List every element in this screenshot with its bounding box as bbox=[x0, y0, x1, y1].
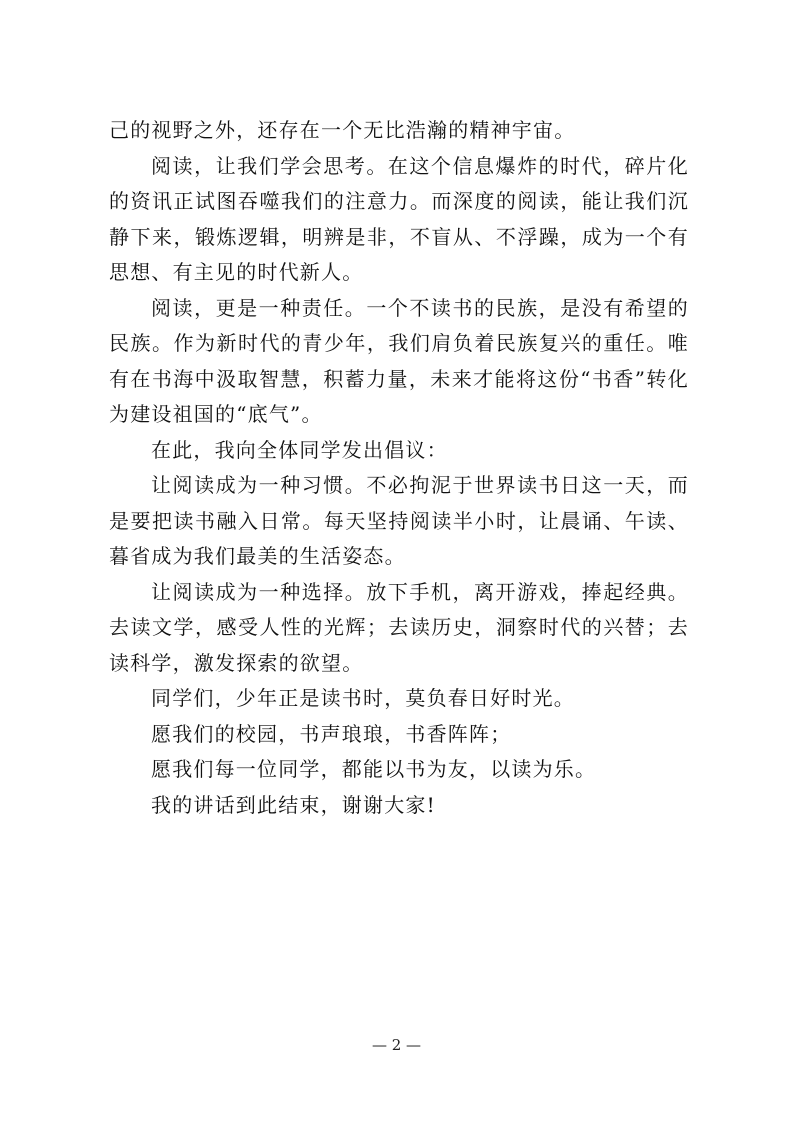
page-number: — 2 — bbox=[371, 1036, 422, 1054]
paragraph-habit: 让阅读成为一种习惯。不必拘泥于世界读书日这一天，而是要把读书融入日常。每天坚持阅读半小时，让晨诵、午读、暮省成为我们最美的生活姿态。 bbox=[109, 473, 689, 568]
paragraph-youth: 同学们，少年正是读书时，莫负春日好时光。 bbox=[151, 686, 575, 710]
paragraph-choice: 让阅读成为一种选择。放下手机，离开游戏，捧起经典。去读文学，感受人性的光辉；去读历史，洞察时代的兴替；去读科学，激发探索的欲望。 bbox=[109, 579, 689, 675]
paragraph-closing: 我的讲话到此结束，谢谢大家! bbox=[151, 792, 436, 817]
paragraph-responsibility: 阅读，更是一种责任。一个不读书的民族，是没有希望的民族。作为新时代的青少年，我们肩负着民族复兴的重任。唯有在书海中汲取智慧，积蓄力量，未来才能将这份“书香”转化为建设祖国的“底气”。 bbox=[109, 295, 689, 426]
paragraph-continuation: 己的视野之外，还存在一个无比浩瀚的精神宇宙。 bbox=[109, 118, 576, 142]
paragraph-thinking: 阅读，让我们学会思考。在这个信息爆炸的时代，碎片化的资讯正试图吞噬我们的注意力。而深度的阅读，能让我们沉静下来，锻炼逻辑，明辨是非，不盲从、不浮躁，成为一个有思想、有主见的时代新人。 bbox=[109, 153, 689, 284]
document-body bbox=[109, 113, 689, 823]
paragraph-student-wish: 愿我们每一位同学，都能以书为友，以读为乐。 bbox=[151, 757, 597, 781]
paragraph-proposal-intro: 在此，我向全体同学发出倡议： bbox=[151, 437, 448, 462]
paragraph-campus-wish: 愿我们的校园，书声琅琅，书香阵阵； bbox=[151, 721, 512, 746]
